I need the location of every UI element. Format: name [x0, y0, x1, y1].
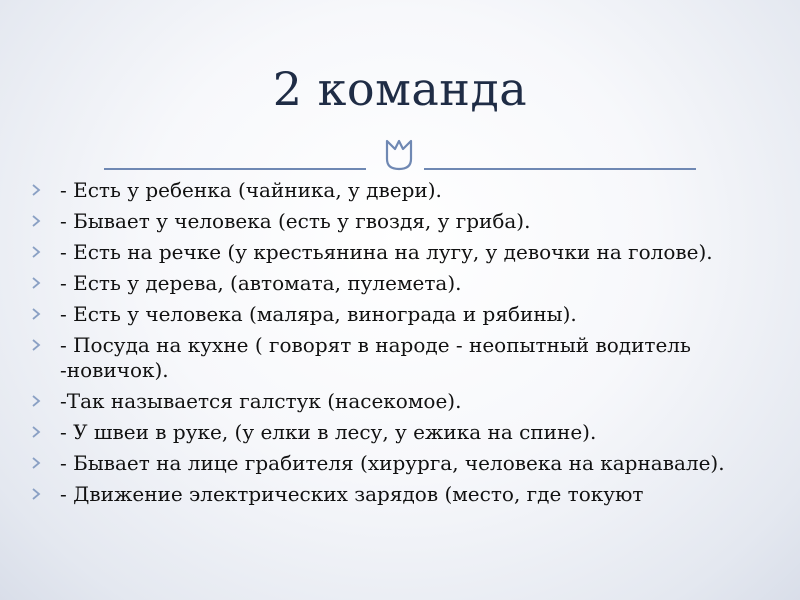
bullet-list: [30, 178, 770, 513]
chevron-right-icon: [30, 277, 42, 289]
list-item-text: - Есть у человека (маляра, винограда и рябины).: [60, 302, 577, 326]
chevron-right-icon: [30, 488, 42, 500]
divider-line-right: [424, 168, 696, 170]
list-item: [30, 178, 770, 203]
list-item-text: - Есть у ребенка (чайника, у двери).: [60, 178, 442, 202]
list-item-text: - Есть у дерева, (автомата, пулемета).: [60, 271, 462, 295]
list-item-text: - Бывает у человека (есть у гвоздя, у гриба).: [60, 209, 531, 233]
divider-line-left: [104, 168, 366, 170]
slide-title: 2 команда: [272, 62, 528, 116]
list-item: [30, 302, 770, 327]
chevron-right-icon: [30, 426, 42, 438]
chevron-right-icon: [30, 184, 42, 196]
list-item-text: - Есть на речке (у крестьянина на лугу, у девочки на голове).: [60, 240, 713, 264]
chevron-right-icon: [30, 395, 42, 407]
chevron-right-icon: [30, 246, 42, 258]
chevron-right-icon: [30, 215, 42, 227]
chevron-right-icon: [30, 339, 42, 351]
list-item-text: - Посуда на кухне ( говорят в народе - неопытный водитель -новичок).: [60, 333, 691, 382]
list-item: [30, 240, 770, 265]
list-item: [30, 451, 770, 476]
list-item-text: - Бывает на лице грабителя (хирурга, человека на карнавале).: [60, 451, 725, 475]
list-item-text: - Движение электрических зарядов (место, где токуют: [60, 482, 644, 506]
list-item-text: -Так называется галстук (насекомое).: [60, 389, 462, 413]
list-item-text: - У швеи в руке, (у елки в лесу, у ежика на спине).: [60, 420, 597, 444]
title-divider: [104, 160, 696, 180]
list-item: [30, 420, 770, 445]
list-item: [30, 333, 770, 383]
list-item: [30, 389, 770, 414]
chevron-right-icon: [30, 457, 42, 469]
chevron-right-icon: [30, 308, 42, 320]
tulip-ornament-icon: [383, 137, 415, 173]
list-item: [30, 482, 770, 507]
list-item: [30, 209, 770, 234]
list-item: [30, 271, 770, 296]
